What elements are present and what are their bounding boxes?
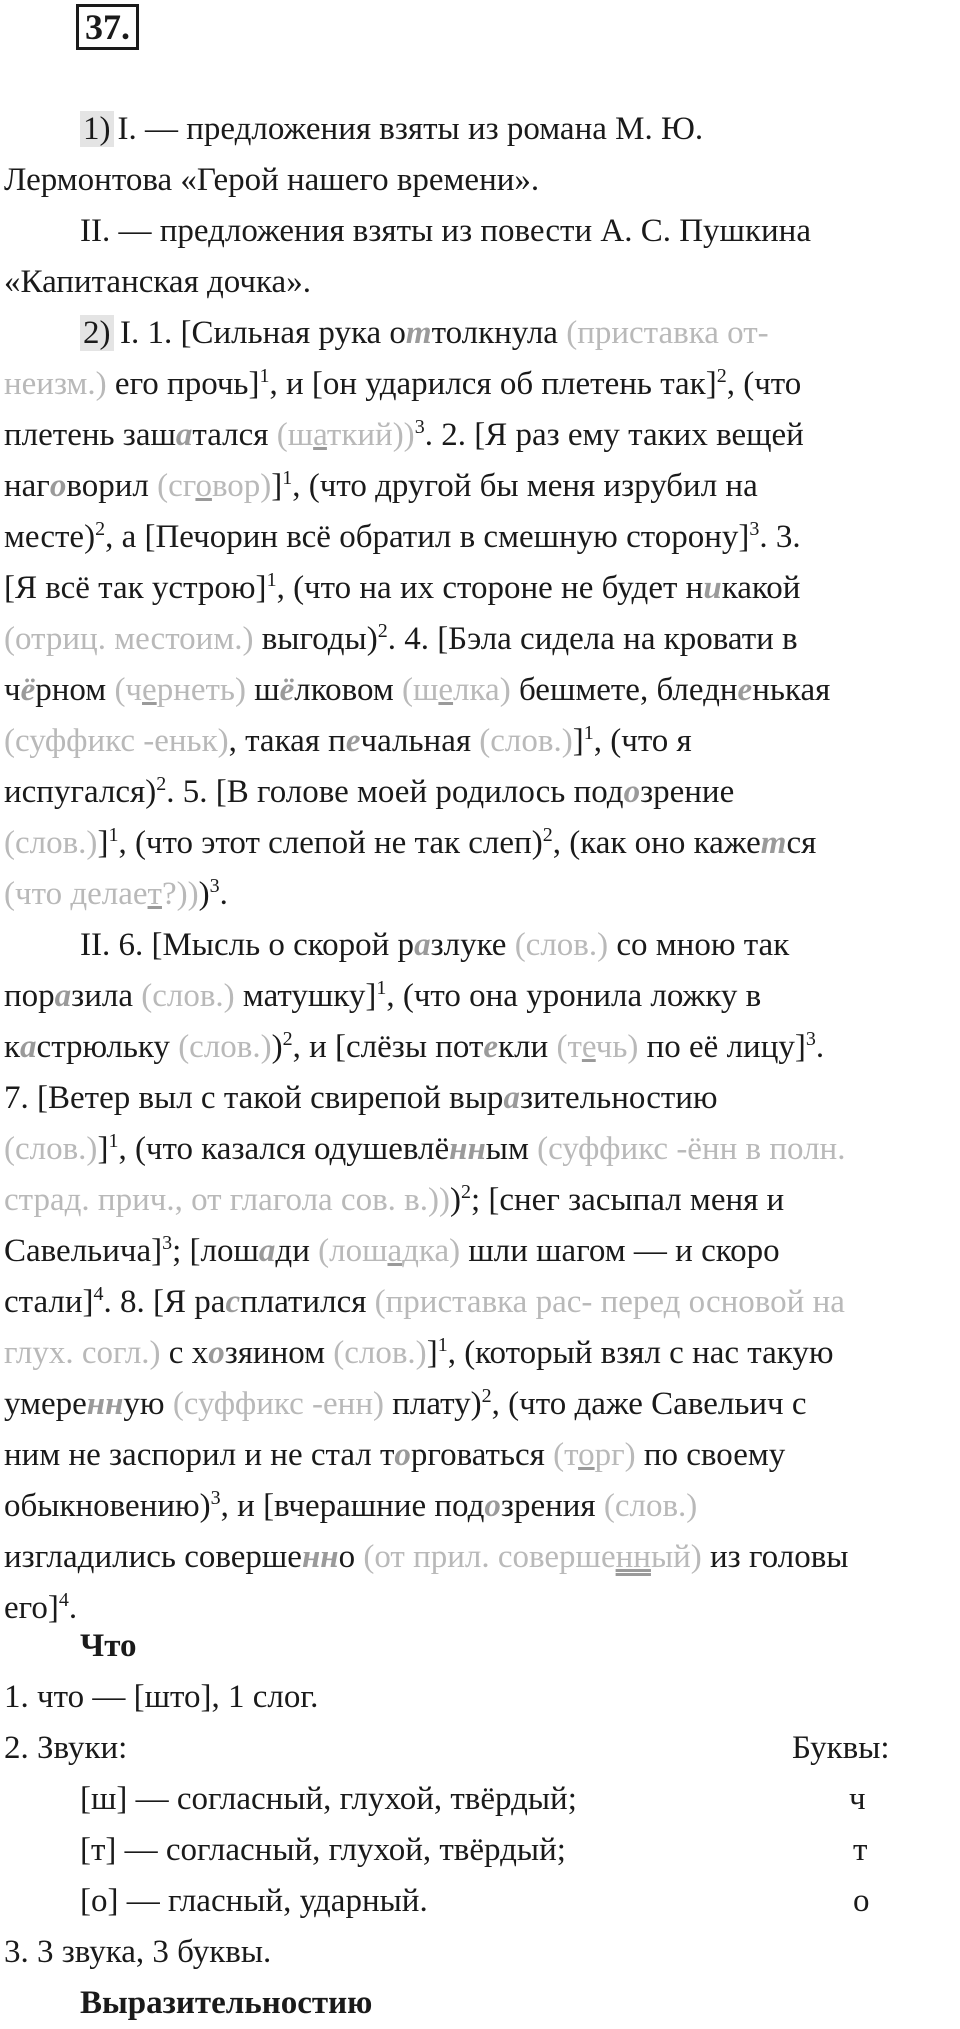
clause-number: 4	[58, 1589, 69, 1611]
sentence-text: зяином	[224, 1335, 334, 1371]
sentence-text: матушку]	[234, 978, 377, 1014]
clause-number: 2	[95, 518, 106, 540]
sentence-text: , такая п	[228, 723, 346, 759]
sentence-text: ворил	[66, 468, 158, 504]
orthogram-letter: т	[405, 315, 432, 351]
sentence-text: пор	[4, 978, 55, 1014]
sentence-text: плату)	[383, 1386, 482, 1422]
orthogram-letter: а	[54, 978, 72, 1014]
annotation-underlined-letter: а	[387, 1233, 403, 1269]
part2-line-12	[4, 869, 228, 920]
letter-row-3: о	[853, 1883, 870, 1919]
sentence-text: ]	[572, 723, 584, 759]
annotation: (приставка от-	[566, 315, 769, 351]
annotation: (отриц. местоим.)	[4, 621, 254, 657]
annotation: рнеть)	[156, 672, 246, 708]
clause-number: 3	[805, 1028, 816, 1050]
sentence-text: , а [Печорин всё обратил в смешную сторону]	[105, 519, 750, 555]
clause-number: 1	[282, 467, 293, 489]
analysis-item-1: 1. что — [што], 1 слог.	[4, 1679, 319, 1715]
annotation: (от прил. соверше	[363, 1539, 616, 1575]
part2-line-18	[4, 1175, 784, 1226]
sentence-text: II. 6. [Мысль о скорой р	[80, 927, 415, 963]
part1-line-1	[80, 104, 703, 155]
annotation: лка)	[453, 672, 511, 708]
part2-line-22	[4, 1379, 807, 1430]
annotation: (слов.)	[4, 825, 98, 861]
clause-number: 3	[162, 1232, 173, 1254]
annotation: (слов.)	[333, 1335, 427, 1371]
sentence-text: толкнула	[431, 315, 567, 351]
letter-row-1: ч	[849, 1781, 866, 1817]
annotation: (что делае	[4, 876, 148, 912]
sentence-text: ]	[97, 1131, 109, 1167]
orthogram-letter: нн	[86, 1386, 124, 1422]
sentence-text: стрюльку	[36, 1029, 179, 1065]
sentence-text: рговаться	[410, 1437, 554, 1473]
orthogram-letter: ё	[279, 672, 295, 708]
sentence-text: , (что	[726, 366, 802, 402]
part2-line-26	[4, 1583, 77, 1634]
annotation: (слов.)	[479, 723, 573, 759]
sentence-text: , и [он ударился об плетень так]	[269, 366, 717, 402]
part2-line-13	[80, 920, 789, 971]
clause-number: 2	[716, 365, 727, 387]
orthogram-letter: с	[225, 1284, 241, 1320]
annotation-underlined-letter: е	[142, 672, 157, 708]
sentence-text: .	[815, 1029, 825, 1065]
clause-number: 3	[210, 1487, 221, 1509]
sentence-text: по своему	[635, 1437, 786, 1473]
sentence-text: , (что другой бы меня изрубил на	[292, 468, 758, 504]
annotation: (ш	[276, 417, 314, 453]
sentence-text: , и [слёзы пот	[292, 1029, 484, 1065]
sentence-text: . 4. [Бэла сидела на кровати в	[387, 621, 798, 657]
sentence-text: ым	[485, 1131, 538, 1167]
part2-line-3	[4, 410, 804, 461]
clause-number: 3	[749, 518, 760, 540]
sentence-text: о	[338, 1539, 364, 1575]
part2-line-5	[4, 512, 801, 563]
sentence-text: )	[271, 1029, 283, 1065]
sentence-text: стали]	[4, 1284, 94, 1320]
orthogram-letter: о	[484, 1488, 501, 1524]
sentence-text: зрения	[500, 1488, 604, 1524]
sentence-text: испугался)	[4, 774, 157, 810]
annotation: (суффикс -енн)	[172, 1386, 384, 1422]
sentence-text: рном	[35, 672, 115, 708]
part1-line-3: II. — предложения взяты из повести А. С. Пушкина	[80, 213, 811, 249]
clause-number: 4	[93, 1283, 104, 1305]
sentence-text: , (что на их стороне не будет н	[276, 570, 704, 606]
orthogram-letter: о	[623, 774, 641, 810]
orthogram-letter: о	[208, 1335, 225, 1371]
annotation: (слов.)	[178, 1029, 272, 1065]
word-heading-2: Выразительностию	[80, 1985, 373, 2021]
part2-label-line	[80, 308, 118, 359]
part1-line-2: Лермонтова «Герой нашего времени».	[4, 162, 540, 198]
sounds-label: 2. Звуки:	[4, 1730, 128, 1766]
orthogram-letter: т	[760, 825, 787, 861]
part2-line-8	[4, 665, 830, 716]
part2-line-16	[4, 1073, 718, 1124]
annotation-underlined-letter: е	[581, 1029, 596, 1065]
annotation: (суффикс -еньк)	[4, 723, 229, 759]
clause-number: 1	[583, 722, 594, 744]
sentence-text: , и [вчерашние под	[220, 1488, 485, 1524]
clause-number: 2	[156, 773, 167, 795]
sentence-text: ]	[97, 825, 109, 861]
sentence-text: лковом	[294, 672, 402, 708]
annotation: вор)	[211, 468, 272, 504]
sentence-text: ним не заспорил и не стал т	[4, 1437, 395, 1473]
annotation-underlined-letter: е	[438, 672, 454, 708]
sound-row-3: [о] — гласный, ударный.	[80, 1883, 428, 1919]
annotation: (т	[556, 1029, 582, 1065]
annotation: (приставка рас- перед основой на	[374, 1284, 845, 1320]
part1-text-1: I. — предложения взяты из романа М. Ю.	[117, 111, 704, 147]
orthogram-letter: нн	[449, 1131, 486, 1167]
letter-row-2: т	[853, 1832, 868, 1868]
sentence-text: кли	[498, 1029, 557, 1065]
orthogram-letter: нн	[301, 1539, 339, 1575]
annotation: (т	[553, 1437, 579, 1473]
sentence-text: по её лицу]	[638, 1029, 806, 1065]
annotation: (слов.)	[4, 1131, 98, 1167]
word-heading-1: Что	[80, 1628, 137, 1664]
sentence-text: зрение	[640, 774, 735, 810]
annotation: (суффикс -ённ в полн.	[537, 1131, 846, 1167]
part2-line-2	[4, 359, 801, 410]
sentence-text: ч	[4, 672, 21, 708]
clause-number: 1	[108, 824, 119, 846]
orthogram-letter: а	[414, 927, 431, 963]
orthogram-letter: о	[49, 468, 67, 504]
sentence-text: . 8. [Я ра	[103, 1284, 226, 1320]
sentence-text: , (который взял с нас такую	[447, 1335, 834, 1371]
sentence-text: шли шагом — и скоро	[460, 1233, 780, 1269]
sentence-text: чальная	[360, 723, 480, 759]
sentence-text: плетень заш	[4, 417, 176, 453]
sentence-text: )	[449, 1182, 461, 1218]
sentence-text: бешмете, бледн	[510, 672, 738, 708]
part2-line-24	[4, 1481, 697, 1532]
part2-line-15	[4, 1022, 824, 1073]
clause-number: 1	[108, 1130, 119, 1152]
sentence-text: ]	[271, 468, 283, 504]
part2-line-1	[120, 308, 769, 359]
clause-number: 1	[259, 365, 270, 387]
sentence-text: со мною так	[608, 927, 790, 963]
sentence-text: зила	[71, 978, 142, 1014]
clause-number: 1	[266, 569, 277, 591]
annotation: ткий))	[326, 417, 415, 453]
annotation: (слов.)	[603, 1488, 698, 1524]
annotation: рг)	[594, 1437, 636, 1473]
sentence-text: обыкновению)	[4, 1488, 211, 1524]
clause-number: 1	[437, 1334, 448, 1356]
sentence-text: его прочь]	[106, 366, 260, 402]
sentence-text: зительностию	[519, 1080, 718, 1116]
part2-line-9	[4, 716, 692, 767]
orthogram-letter: а	[258, 1233, 276, 1269]
sound-row-1: [ш] — согласный, глухой, твёрдый;	[80, 1781, 577, 1817]
orthogram-letter: ё	[20, 672, 36, 708]
sentence-text: выгоды)	[253, 621, 378, 657]
analysis-item-3: 3. 3 звука, 3 буквы.	[4, 1934, 272, 1970]
sentence-text: , (что даже Савельич с	[491, 1386, 807, 1422]
orthogram-letter: и	[703, 570, 722, 606]
annotation: (ш	[401, 672, 439, 708]
sentence-text: ; [лош	[172, 1233, 259, 1269]
part2-line-25	[4, 1532, 848, 1583]
annotation-underlined-letter: о	[578, 1437, 595, 1473]
part2-line-7	[4, 614, 798, 665]
sentence-text: его]	[4, 1590, 59, 1626]
part1-label: 1)	[80, 111, 114, 147]
clause-number: 2	[377, 620, 388, 642]
sentence-text: с х	[160, 1335, 209, 1371]
sentence-text: тался	[192, 417, 277, 453]
clause-number: 3	[209, 875, 220, 897]
sentence-text: I. 1. [Сильная рука о	[120, 315, 406, 351]
sentence-text: , (что я	[593, 723, 692, 759]
part2-line-21	[4, 1328, 833, 1379]
sentence-text: . 2. [Я раз ему таких вещей	[424, 417, 804, 453]
sentence-text: 7. [Ветер выл с такой свирепой выр	[4, 1080, 504, 1116]
annotation: (ч	[114, 672, 143, 708]
letters-label: Буквы:	[792, 1730, 890, 1766]
sentence-text: какой	[721, 570, 801, 606]
part2-line-14	[4, 971, 761, 1022]
annotation: (слов.)	[141, 978, 235, 1014]
orthogram-letter: е	[737, 672, 753, 708]
annotation: чь)	[595, 1029, 639, 1065]
sentence-text: , (что она уронила ложку в	[386, 978, 762, 1014]
orthogram-letter: а	[175, 417, 193, 453]
annotation: глух. согл.)	[4, 1335, 161, 1371]
sentence-text: к	[4, 1029, 21, 1065]
sentence-text: из головы	[701, 1539, 849, 1575]
part2-line-20	[4, 1277, 845, 1328]
sentence-text: [Я всё так устрою]	[4, 570, 267, 606]
clause-number: 1	[376, 977, 387, 999]
orthogram-letter: а	[20, 1029, 37, 1065]
part2-line-11	[4, 818, 816, 869]
sentence-text: . 3.	[759, 519, 801, 555]
clause-number: 2	[282, 1028, 293, 1050]
sentence-text: Савельича]	[4, 1233, 163, 1269]
annotation: (сг	[157, 468, 196, 504]
part2-line-6	[4, 563, 800, 614]
sentence-text: ся	[786, 825, 817, 861]
part2-line-4	[4, 461, 758, 512]
part1-line-4: «Капитанская дочка».	[4, 264, 311, 300]
annotation-underlined-letter: т	[147, 876, 162, 912]
sentence-text: умере	[4, 1386, 87, 1422]
annotation-double-underlined: нн	[615, 1539, 651, 1575]
sound-row-2: [т] — согласный, глухой, твёрдый;	[80, 1832, 566, 1868]
annotation-underlined-letter: а	[313, 417, 327, 453]
sentence-text: ; [снег засыпал меня и	[470, 1182, 785, 1218]
annotation: ый)	[650, 1539, 702, 1575]
clause-number: 3	[414, 416, 425, 438]
sentence-text: нькая	[752, 672, 831, 708]
sentence-text: .	[68, 1590, 78, 1626]
annotation: страд. прич., от глагола сов. в.))	[4, 1182, 450, 1218]
clause-number: 2	[460, 1181, 471, 1203]
sentence-text: , (что этот слепой не так слеп)	[118, 825, 543, 861]
exercise-number: 37.	[76, 4, 139, 50]
part2-line-17	[4, 1124, 845, 1175]
sentence-text: ]	[426, 1335, 438, 1371]
part2-line-10	[4, 767, 734, 818]
orthogram-letter: о	[394, 1437, 411, 1473]
part2-line-19	[4, 1226, 780, 1277]
orthogram-letter: а	[503, 1080, 520, 1116]
part2-label: 2)	[80, 315, 114, 351]
sentence-text: изгладились соверше	[4, 1539, 302, 1575]
annotation: дка)	[402, 1233, 461, 1269]
clause-number: 2	[542, 824, 553, 846]
part2-line-23	[4, 1430, 785, 1481]
sentence-text: ди	[275, 1233, 319, 1269]
annotation: (слов.)	[514, 927, 609, 963]
sentence-text: платился	[240, 1284, 375, 1320]
sentence-text: ш	[245, 672, 280, 708]
orthogram-letter: е	[345, 723, 361, 759]
annotation: ?))	[161, 876, 199, 912]
sentence-text: , (как оно каже	[552, 825, 761, 861]
annotation: (лош	[318, 1233, 388, 1269]
clause-number: 2	[481, 1385, 492, 1407]
sentence-text: , (что казался одушевлё	[118, 1131, 450, 1167]
sentence-text: месте)	[4, 519, 96, 555]
sentence-text: наг	[4, 468, 50, 504]
orthogram-letter: е	[483, 1029, 499, 1065]
annotation: неизм.)	[4, 366, 107, 402]
sentence-text: ую	[123, 1386, 173, 1422]
sentence-text: )	[198, 876, 210, 912]
sentence-text: . 5. [В голове моей родилось под	[166, 774, 624, 810]
sentence-text: .	[219, 876, 228, 912]
sentence-text: злуке	[430, 927, 515, 963]
annotation-underlined-letter: о	[195, 468, 212, 504]
